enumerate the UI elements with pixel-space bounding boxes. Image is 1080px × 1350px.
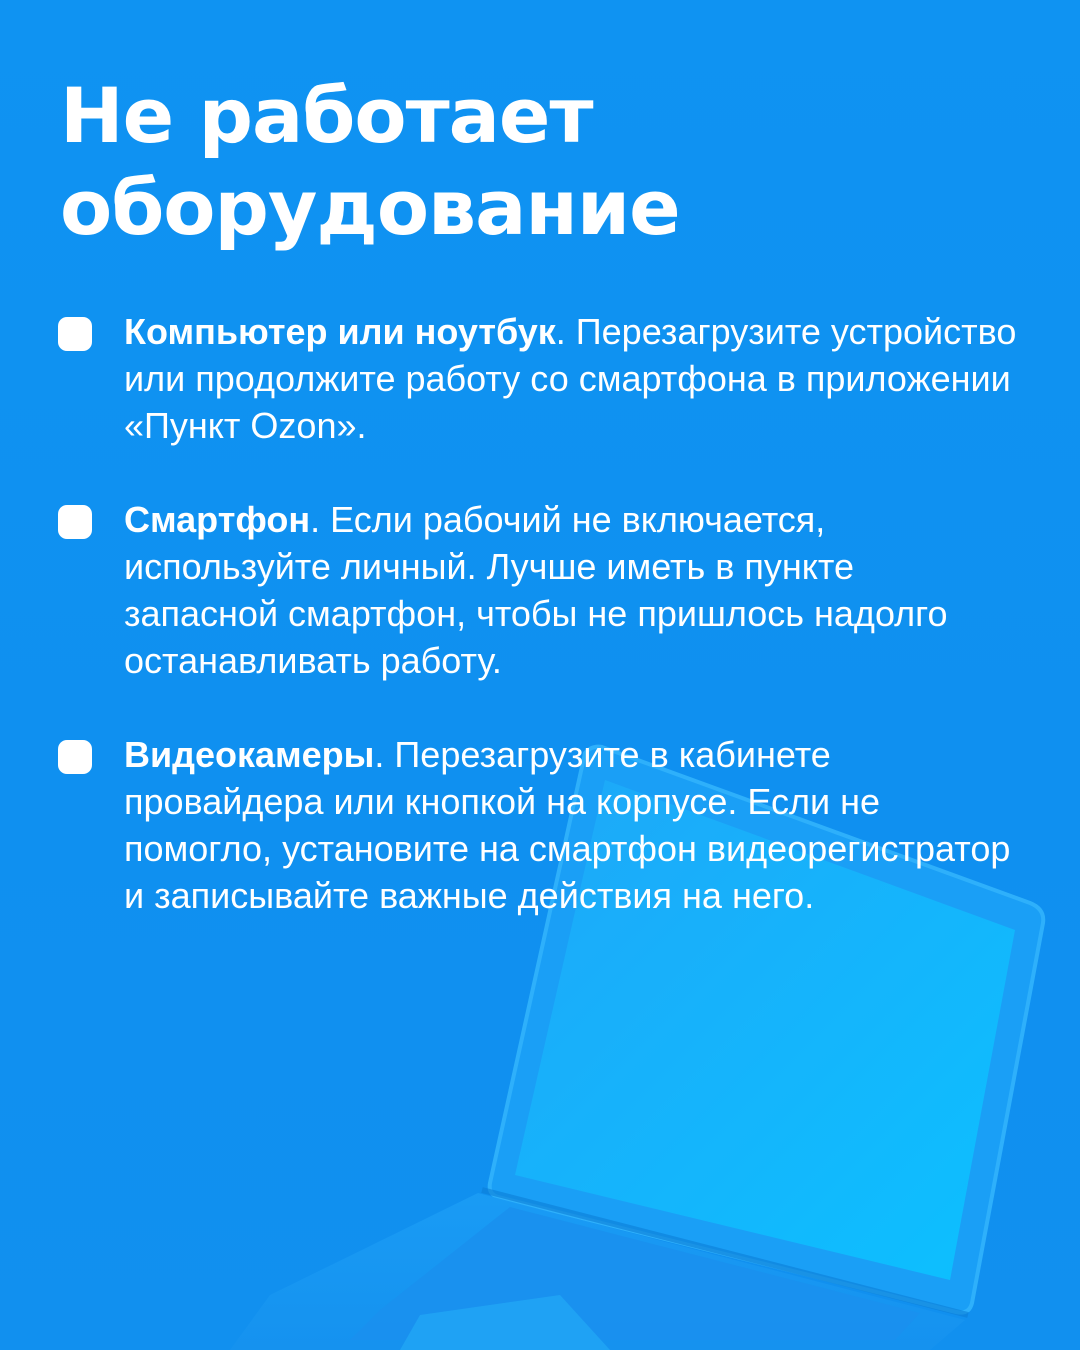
list-item-heading: Смартфон [124,499,311,540]
list-item-text [124,496,1018,684]
list-item-heading: Видеокамеры [124,734,375,775]
list-item-heading: Компьютер или ноутбук [124,311,556,352]
title-line-1: Не работает [60,71,593,160]
list-item-body: . Перезагрузите устройство или продолжите работу со смартфона в приложении «Пункт Ozon». [124,311,1017,446]
bullet-icon [58,740,92,774]
list-item-text [124,731,1018,919]
page-title [60,70,680,254]
list-item-text [124,308,1018,449]
bullet-icon [58,317,92,351]
list-item-smartphone [58,496,1018,684]
bullet-icon [58,505,92,539]
list-item-computer [58,308,1018,449]
list-item-cameras [58,731,1018,919]
title-line-2: оборудование [60,163,680,252]
tips-list [58,308,1018,919]
list-item-body: . Если рабочий не включается, используйте личный. Лучше иметь в пункте запасной смартфон, чтобы не пришлось надолго останавливать работу. [124,499,948,681]
list-item-body: . Перезагрузите в кабинете провайдера или кнопкой на корпусе. Если не помогло, установите на смартфон видеорегистратор и записывайте важные действия на него. [124,734,1011,916]
